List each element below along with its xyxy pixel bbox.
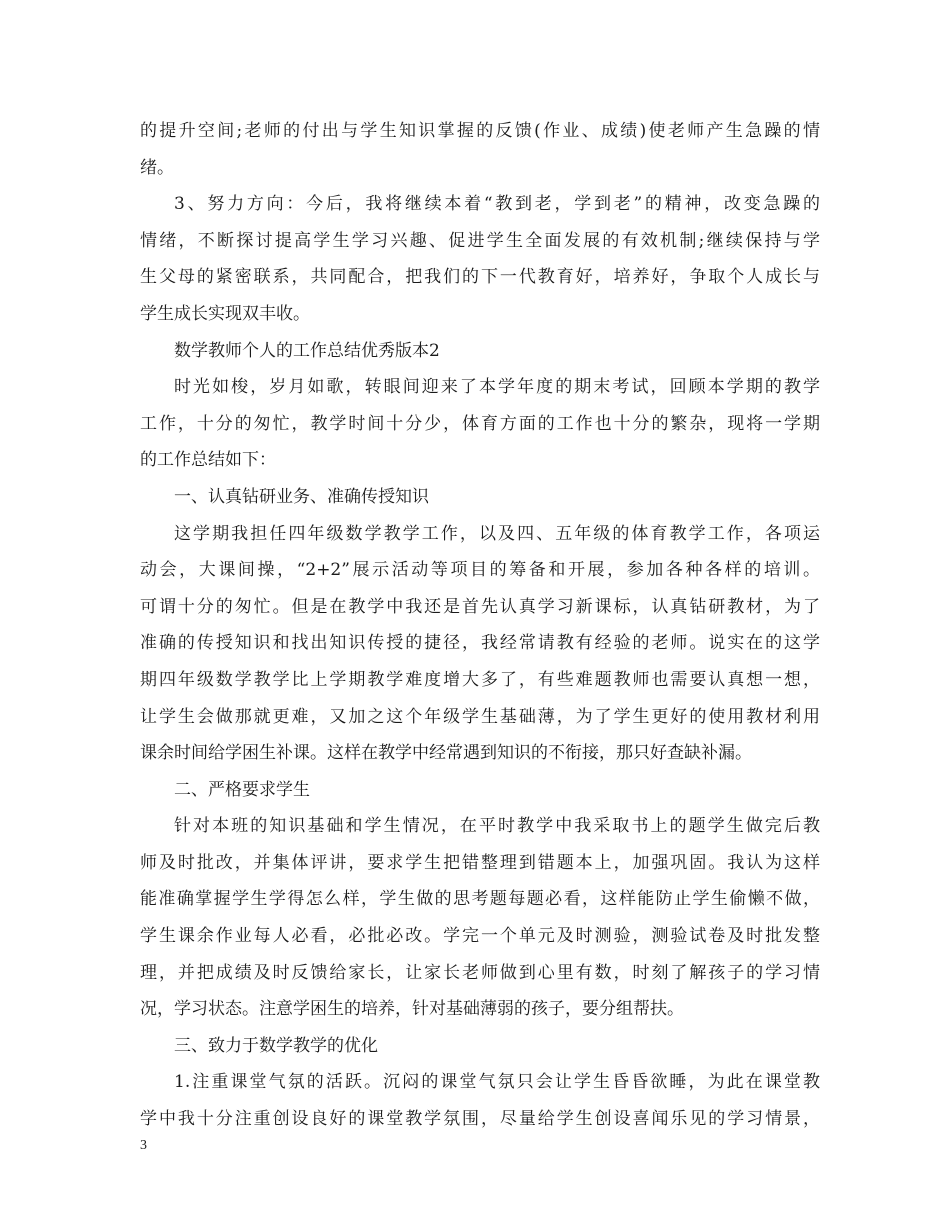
text-line: 3、努力方向：今后，我将继续本着“教到老，学到老”的精神，改变急躁的 [174, 194, 820, 215]
text-line: 学生成长实现双丰收。 [140, 303, 310, 324]
text-line: 的提升空间;老师的付出与学生知识掌握的反馈(作业、成绩)使老师产生急躁的情 [140, 121, 820, 141]
text-line: 数学教师个人的工作总结优秀版本2 [174, 340, 440, 361]
text-line: 学生课余作业每人必看，必批必改。学完一个单元及时测验，测验试卷及时批发整 [140, 926, 820, 947]
text-line: 期四年级数学教学比上学期教学难度增大多了，有些难题教师也需要认真想一想， [140, 669, 820, 690]
text-line: 可谓十分的匆忙。但是在教学中我还是首先认真学习新课标，认真钻研教材，为了 [140, 596, 820, 617]
text-line: 绪。 [140, 157, 174, 178]
text-line: 让学生会做那就更难，又加之这个年级学生基础薄，为了学生更好的使用教材利用 [140, 706, 820, 727]
text-line: 学中我十分注重创设良好的课堂教学氛围，尽量给学生创设喜闻乐见的学习情景， [140, 1109, 820, 1130]
text-line: 1.注重课堂气氛的活跃。沉闷的课堂气氛只会让学生昏昏欲睡，为此在课堂教 [174, 1072, 820, 1093]
text-line: 工作，十分的匆忙，教学时间十分少，体育方面的工作也十分的繁杂，现将一学期 [140, 413, 820, 434]
text-line: 情绪，不断探讨提高学生学习兴趣、促进学生全面发展的有效机制;继续保持与学 [140, 230, 820, 251]
text-line: 况，学习状态。注意学困生的培养，针对基础薄弱的孩子，要分组帮扶。 [140, 999, 684, 1020]
text-line: 能准确掌握学生学得怎么样，学生做的思考题每题必看，这样能防止学生偷懒不做， [140, 889, 820, 910]
text-line: 的工作总结如下： [140, 450, 276, 471]
text-line: 准确的传授知识和找出知识传授的捷径，我经常请教有经验的老师。说实在的这学 [140, 633, 820, 654]
text-line: 师及时批改，并集体评讲，要求学生把错整理到错题本上，加强巩固。我认为这样 [140, 852, 820, 873]
document-body [140, 113, 820, 1138]
text-line: 三、致力于数学教学的优化 [174, 1035, 378, 1056]
text-line: 二、严格要求学生 [174, 779, 310, 800]
text-line: 一、认真钻研业务、准确传授知识 [174, 486, 429, 507]
text-line: 理，并把成绩及时反馈给家长，让家长老师做到心里有数，时刻了解孩子的学习情 [140, 962, 820, 983]
text-line: 生父母的紧密联系，共同配合，把我们的下一代教育好，培养好，争取个人成长与 [140, 267, 820, 288]
text-line: 课余时间给学困生补课。这样在教学中经常遇到知识的不衔接，那只好查缺补漏。 [140, 743, 752, 764]
text-line: 时光如梭，岁月如歌，转眼间迎来了本学年度的期末考试，回顾本学期的教学 [174, 377, 820, 398]
text-line: 针对本班的知识基础和学生情况，在平时教学中我采取书上的题学生做完后教 [174, 816, 820, 837]
page-number: 3 [140, 1138, 147, 1153]
text-line: 动会，大课间操，“2+2”展示活动等项目的筹备和开展，参加各种各样的培训。 [140, 560, 820, 581]
text-line: 这学期我担任四年级数学教学工作，以及四、五年级的体育教学工作，各项运 [174, 523, 820, 544]
